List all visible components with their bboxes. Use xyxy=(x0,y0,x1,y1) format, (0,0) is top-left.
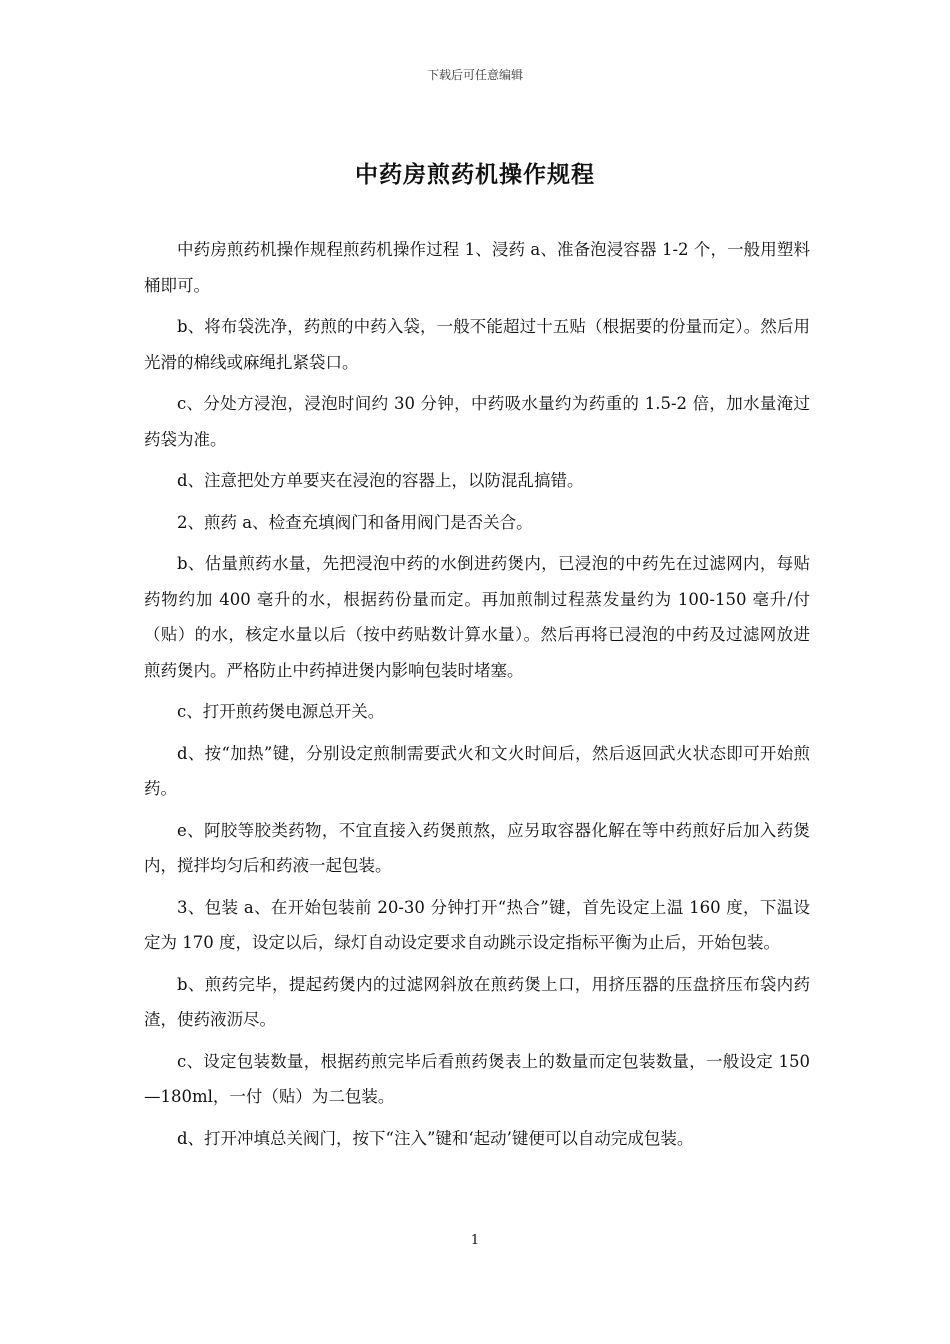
paragraph-soak-b: b、将布袋洗净，药煎的中药入袋，一般不能超过十五贴（根据要的份量而定）。然后用光滑的棉线或麻绳扎紧袋口。 xyxy=(144,317,810,372)
header-note: 下载后可任意编辑 xyxy=(426,68,523,82)
paragraph-pack-a: 3、包装 a、在开始包装前 20-30 分钟打开“热合”键，首先设定上温 160 度，下温设定为 170 度，设定以后，绿灯自动设定要求自动跳示设定指标平衡为止后，开始包装。 xyxy=(144,897,810,952)
paragraph-soak-d: d、注意把处方单要夹在浸泡的容器上，以防混乱搞错。 xyxy=(177,471,584,490)
document-title: 中药房煎药机操作规程 xyxy=(355,161,595,188)
page-number: 1 xyxy=(470,1233,480,1248)
paragraph-decoct-a: 2、煎药 a、检查充填阀门和备用阀门是否关合。 xyxy=(177,512,533,532)
paragraph-pack-c: c、设定包装数量，根据药煎完毕后看煎药煲表上的数量而定包装数量，一般设定 150—180ml，一付（贴）为二包装。 xyxy=(144,1051,810,1106)
paragraph-pack-b: b、煎药完毕，提起药煲内的过滤网斜放在煎药煲上口，用挤压器的压盘挤压布袋内药渣，使药液沥尽。 xyxy=(144,974,810,1029)
paragraph-intro-soak: 中药房煎药机操作规程煎药机操作过程 1、浸药 a、准备泡浸容器 1-2 个，一般用塑料桶即可。 xyxy=(144,240,810,295)
paragraph-decoct-c: c、打开煎药煲电源总开关。 xyxy=(177,702,385,721)
paragraph-decoct-b: b、估量煎药水量，先把浸泡中药的水倒进药煲内，已浸泡的中药先在过滤网内，每贴药物约加 400 毫升的水，根据药份量而定。再加煎制过程蒸发量约为 100-150 毫升/付（贴）的水，核定水量以后（按中药贴数计算水量）。然后再将已浸泡的中药及过滤网放进煎药煲内。严格防止中药掉进煲内影响包装时堵塞。 xyxy=(144,554,810,680)
paragraph-pack-d: d、打开冲填总关阀门，按下“注入”键和‘起动’键便可以自动完成包装。 xyxy=(177,1128,694,1148)
paragraph-soak-c: c、分处方浸泡，浸泡时间约 30 分钟，中药吸水量约为药重的 1.5-2 倍，加水量淹过药袋为准。 xyxy=(144,394,810,449)
paragraph-decoct-d: d、按“加热”键，分别设定煎制需要武火和文火时间后，然后返回武火状态即可开始煎药。 xyxy=(144,743,810,798)
document-body xyxy=(144,232,810,1162)
paragraph-decoct-e: e、阿胶等胶类药物，不宜直接入药煲煎熬，应另取容器化解在等中药煎好后加入药煲内，搅拌均匀后和药液一起包装。 xyxy=(144,820,810,875)
